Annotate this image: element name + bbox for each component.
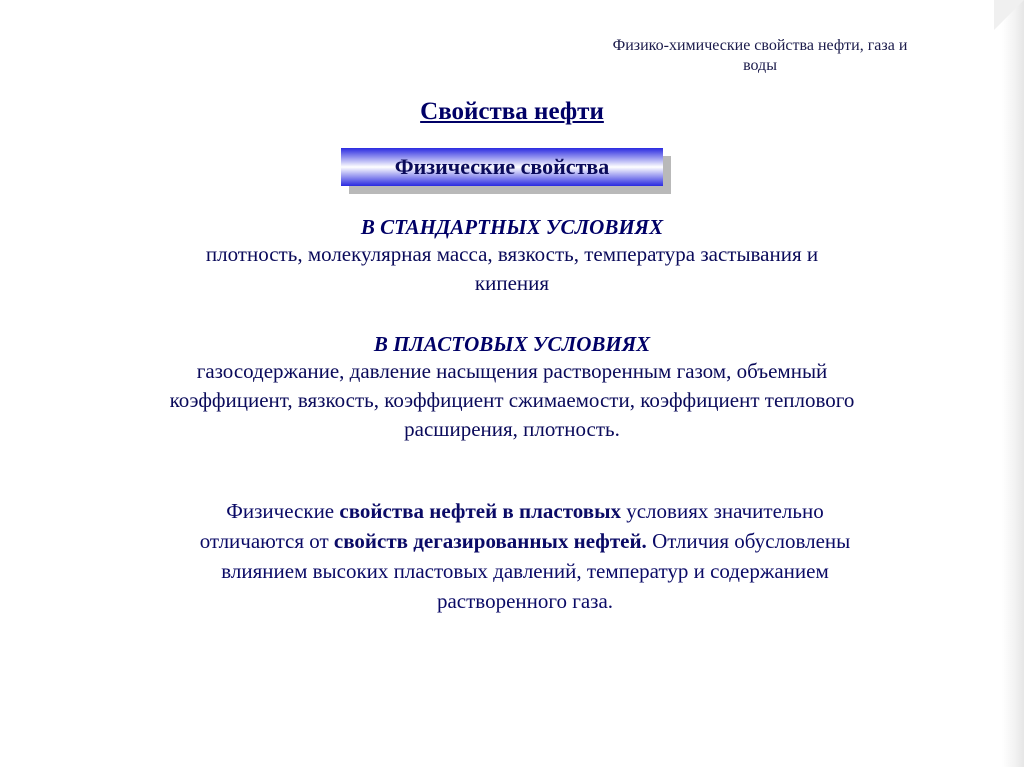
summary-line-3: влиянием высоких пластовых давлений, температур и содержанием bbox=[221, 559, 829, 583]
summary-paragraph bbox=[40, 496, 1010, 616]
summary-text: Физические bbox=[226, 499, 340, 523]
summary-text: условиях значительно bbox=[620, 499, 824, 523]
section-standard-heading: В СТАНДАРТНЫХ УСЛОВИЯХ bbox=[360, 215, 664, 239]
badge-physical-properties bbox=[341, 148, 671, 194]
badge-label: Физические свойства bbox=[341, 148, 663, 186]
slide-header bbox=[540, 36, 980, 76]
section-standard-text-line-2: кипения bbox=[474, 271, 550, 295]
section-reservoir-conditions bbox=[30, 331, 994, 444]
summary-emphasis: свойства нефтей в пластовых bbox=[339, 499, 621, 523]
page-corner-fold bbox=[994, 0, 1024, 30]
section-reservoir-text-line-2: коэффициент, вязкость, коэффициент сжимаемости, коэффициент теплового bbox=[169, 388, 855, 412]
summary-line-4: растворенного газа. bbox=[436, 589, 614, 613]
section-reservoir-text-line-1: газосодержание, давление насыщения растворенным газом, объемный bbox=[196, 359, 828, 383]
section-reservoir-text-line-3: расширения, плотность. bbox=[404, 417, 620, 441]
section-reservoir-heading: В ПЛАСТОВЫХ УСЛОВИЯХ bbox=[373, 332, 651, 356]
summary-text: Отличия обусловлены bbox=[646, 529, 851, 553]
section-standard-text-line-1: плотность, молекулярная масса, вязкость, температура застывания и bbox=[205, 242, 819, 266]
summary-line-1 bbox=[40, 496, 1010, 526]
slide-header-line-2: воды bbox=[743, 57, 777, 74]
summary-text: отличаются от bbox=[199, 529, 334, 553]
summary-line-2 bbox=[40, 526, 1010, 556]
section-standard-conditions bbox=[30, 214, 994, 298]
summary-emphasis: свойств дегазированных нефтей. bbox=[333, 529, 647, 553]
slide-title: Свойства нефти bbox=[420, 98, 604, 125]
slide-header-line-1: Физико-химические свойства нефти, газа и bbox=[612, 37, 908, 54]
